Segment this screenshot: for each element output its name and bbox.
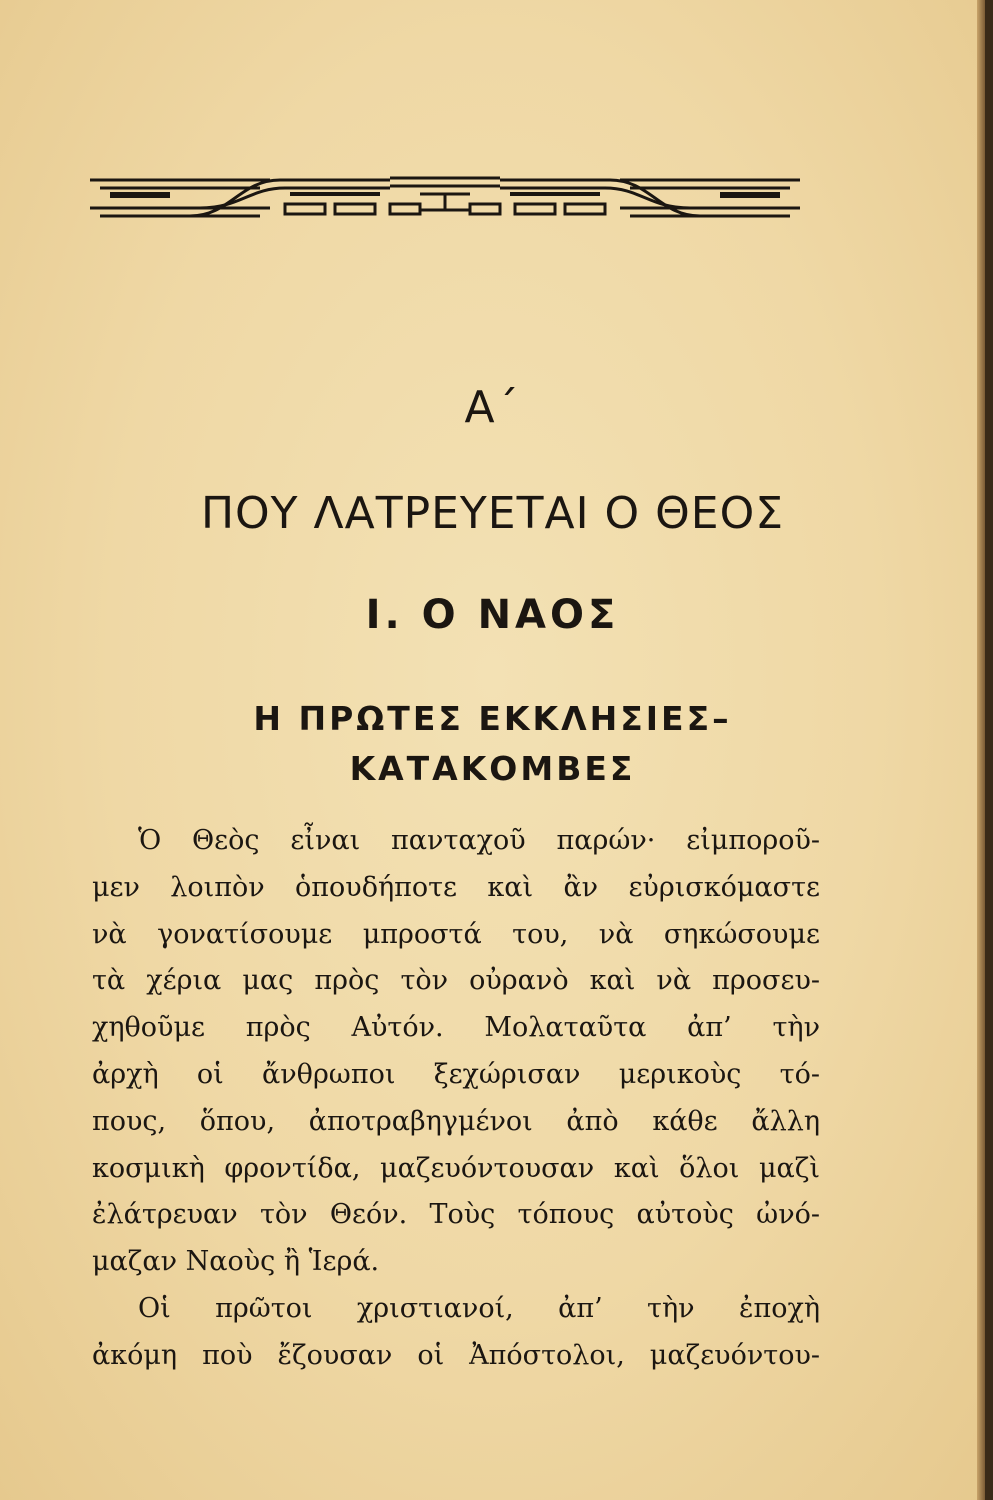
- text-line: τὰ χέρια μας πρὸς τὸν οὐρανὸ καὶ νὰ προσευ-: [92, 965, 820, 997]
- section-title: I. Ο ΝΑΟΣ: [365, 592, 620, 638]
- text-line: χηθοῦμε πρὸς Αὐτόν. Μολαταῦτα ἀπ’ τὴν: [92, 1012, 820, 1044]
- subtitle-line: ΚΑΤΑΚΟΜΒΕΣ: [349, 749, 636, 788]
- text-line: πους, ὅπου, ἀποτραβηγμένοι ἀπὸ κάθε ἄλλη: [92, 1105, 820, 1137]
- text-line: Ὁ Θεὸς εἶναι πανταχοῦ παρών· εἰμποροῦ-: [138, 825, 820, 856]
- section-subtitle: [0, 694, 985, 794]
- text-line: μαζαν Ναοὺς ἢ Ἱερά.: [92, 1246, 380, 1278]
- subtitle-line: Η ΠΡΩΤΕΣ ΕΚΚΛΗΣΙΕΣ–: [253, 699, 732, 738]
- body-paragraphs: [92, 818, 820, 1380]
- text-line: κοσμικὴ φροντίδα, μαζευόντουσαν καὶ ὅλοι μαζὶ: [92, 1152, 820, 1184]
- text-line: μεν λοιπὸν ὁπουδήποτε καὶ ἂν εὐρισκόμαστε: [92, 871, 820, 903]
- text-line: ἐλάτρευαν τὸν Θεόν. Τοὺς τόπους αὐτοὺς ὠνό-: [92, 1199, 820, 1231]
- text-line: ἀρχὴ οἱ ἄνθρωποι ξεχώρισαν μερικοὺς τό-: [92, 1058, 820, 1090]
- text-line: ἀκόμη ποὺ ἔζουσαν οἱ Ἀπόστολοι, μαζευόντου-: [92, 1339, 820, 1371]
- chapter-title: ΠΟΥ ΛΑΤΡΕΥΕΤΑΙ Ο ΘΕΟΣ: [200, 488, 785, 539]
- chapter-number: Α΄: [464, 382, 521, 433]
- text-line: Οἱ πρῶτοι χριστιανοί, ἀπ’ τὴν ἐποχὴ: [138, 1292, 820, 1324]
- decorative-header-ornament: [90, 168, 800, 228]
- text-line: νὰ γονατίσουμε μπροστά του, νὰ σηκώσουμε: [92, 918, 820, 950]
